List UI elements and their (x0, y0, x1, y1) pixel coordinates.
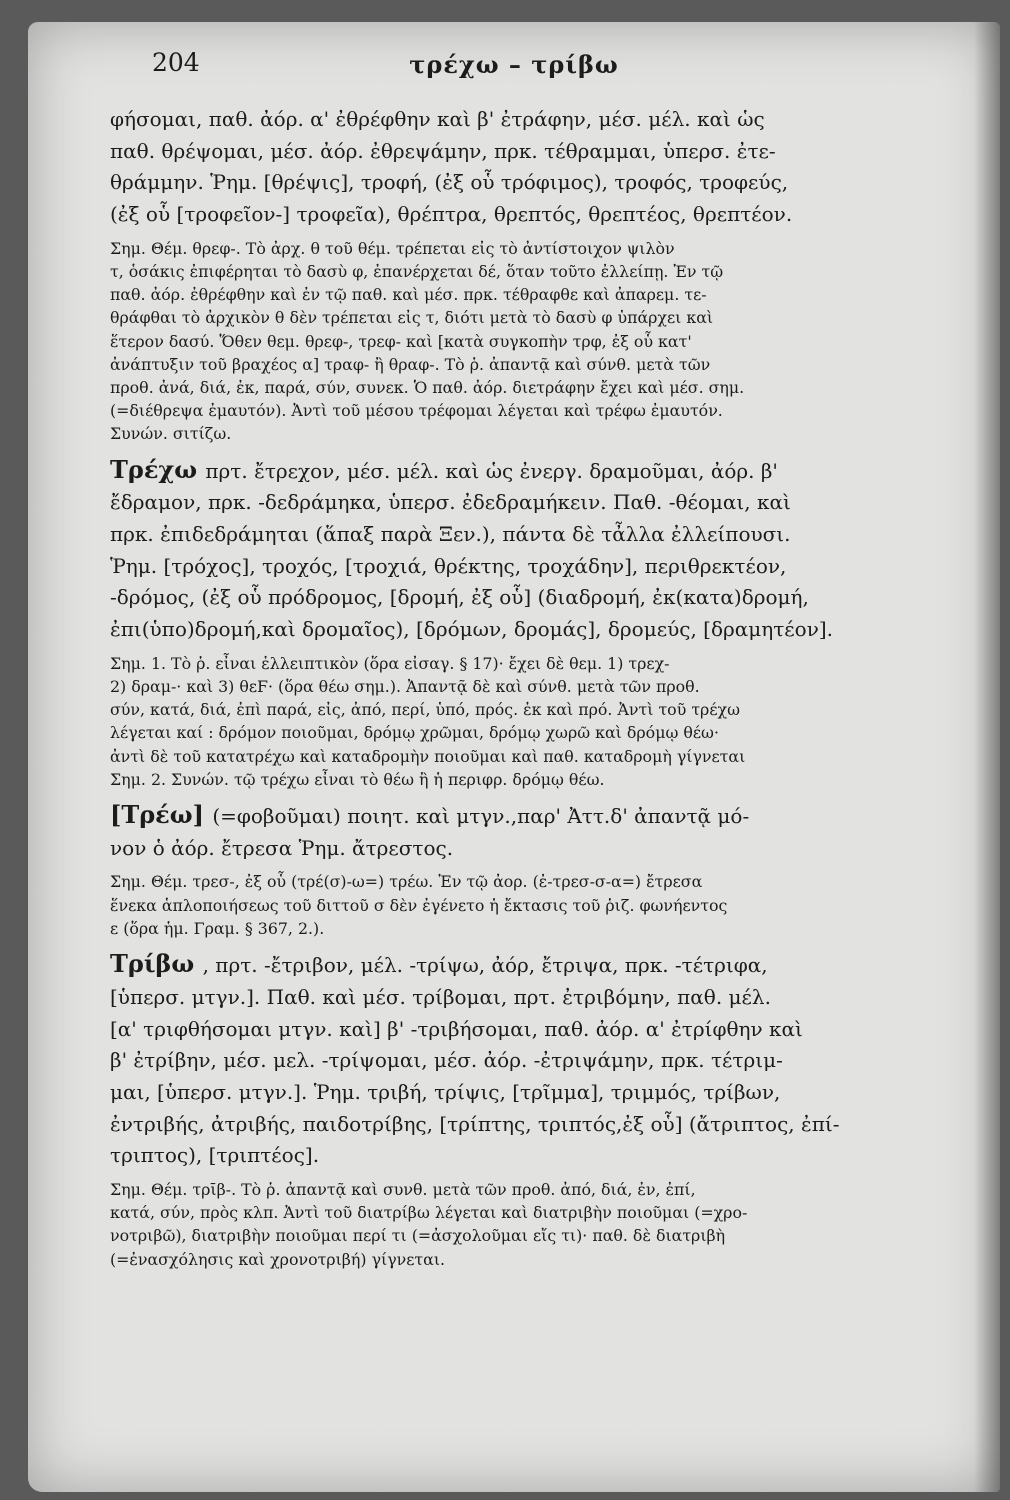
entry-text: (ἐξ οὗ [τροφεῖον-] τροφεῖα), θρέπτρα, θρεπτός, θρεπτέος, θρεπτέον. (110, 202, 793, 227)
entry-line (110, 167, 946, 199)
entry-text: παθ. θρέψομαι, μέσ. ἀόρ. ἐθρεψάμην, πρκ. τέθραμμαι, ὑπερσ. ἐτε- (110, 138, 776, 163)
entry-line (110, 1014, 946, 1046)
entry-text: φήσομαι, παθ. ἀόρ. α' ἐθρέφθην καὶ β' ἐτράφην, μέσ. μέλ. καὶ ὡς (110, 107, 765, 131)
note-line: ἀντὶ δὲ τοῦ κατατρέχω καὶ καταδρομὴν ποιοῦμαι καὶ παθ. καταδρομὴ γίγνεται (110, 746, 746, 766)
note-line: ἕτερον δασύ. Ὅθεν θεμ. θρεφ-, τρεφ- καὶ [κατὰ συγκοπὴν τρφ, ἐξ οὗ κατ' (110, 331, 692, 351)
entry-line (110, 519, 946, 551)
page-number: 204 (152, 48, 200, 77)
entry-line (110, 1045, 946, 1077)
entry-line (110, 199, 946, 231)
entry-line (110, 136, 946, 168)
entry-lemma: Τρέχω (110, 454, 206, 484)
entry-text: [ὑπερσ. μτγν.]. Παθ. καὶ μέσ. τρίβομαι, πρτ. ἐτριβόμην, παθ. μέλ. (110, 984, 771, 1009)
entry-line (110, 551, 946, 583)
note-line: ε (ὅρα ἡμ. Γραμ. § 367, 2.). (110, 918, 325, 938)
note-line: προθ. ἀνά, διά, ἐκ, παρά, σύν, συνεκ. Ὁ παθ. ἀόρ. διετράφην ἔχει καὶ μέσ. σημ. (110, 378, 745, 398)
note-line: ἀνάπτυξιν τοῦ βραχέος α] τραφ- ἢ θραφ-. Τὸ ῥ. ἀπαντᾷ καὶ σύνθ. μετὰ τῶν (110, 354, 711, 374)
entry-gap (110, 446, 946, 454)
entry-text: τριπτος), [τριπτέος]. (110, 1143, 320, 1168)
note-line: Σημ. 1. Τὸ ῥ. εἶναι ἐλλειπτικὸν (ὅρα εἰσαγ. § 17)· ἔχει δὲ θεμ. 1) τρεχ- (110, 653, 670, 673)
entry-text: ἐντριβής, ἀτριβής, παιδοτρίβης, [τρίπτης, τριπτός,ἐξ οὗ] (ἄτριπτος, ἐπί- (110, 1111, 840, 1136)
note-line: νοτριβῶ), διατριβὴν ποιοῦμαι περί τι (=ἀσχολοῦμαι εἴς τι)· παθ. δὲ διατριβὴ (110, 1226, 726, 1246)
entry-text: νον ὁ ἀόρ. ἔτρεσα Ῥημ. ἄτρεστος. (110, 835, 454, 860)
entry-line (110, 982, 946, 1014)
note-line: Σημ. 2. Συνών. τῷ τρέχω εἶναι τὸ θέω ἢ ἡ περιφρ. δρόμῳ θέω. (110, 769, 605, 789)
entry-lemma: Τρίβω (110, 949, 203, 979)
book-page (28, 22, 1000, 1492)
entry-text: πρκ. ἐπιδεδράμηται (ἅπαξ παρὰ Ξεν.), πάντα δὲ τἆλλα ἐλλείπουσι. (110, 522, 791, 547)
note-line: (=ἐνασχόλησις καὶ χρονοτριβή) γίγνεται. (110, 1249, 446, 1269)
note-line: Σημ. Θέμ. τρῑβ-. Τὸ ῥ. ἀπαντᾷ καὶ συνθ. μετὰ τῶν προθ. ἀπό, διά, ἐν, ἐπί, (110, 1180, 696, 1200)
entry-line (110, 614, 946, 646)
entry-line (110, 1109, 946, 1141)
entry-text: θράμμην. Ῥημ. [θρέψις], τροφή, (ἐξ οὗ τρόφιμος), τροφός, τροφεύς, (110, 170, 789, 195)
note-line: Συνών. σιτίζω. (110, 424, 232, 444)
entry-text: , πρτ. -ἔτριβον, μέλ. -τρίψω, ἀόρ, ἔτριψα, πρκ. -τέτριφα, (202, 953, 768, 978)
dictionary-text (110, 104, 946, 1271)
entry-lemma: [Τρέω] (110, 800, 213, 830)
note-line: παθ. ἀόρ. ἐθρέφθην καὶ ἐν τῷ παθ. καὶ μέσ. πρκ. τέθραφθε καὶ ἀπαρεμ. τε- (110, 285, 707, 305)
entry-trefo-cont (110, 104, 946, 446)
note-line: τ, ὁσάκις ἐπιφέρηται τὸ δασὺ φ, ἐπανέρχεται δέ, ὅταν τοῦτο ἐλλείπῃ. Ἐν τῷ (110, 262, 724, 282)
entry-text: -δρόμος, (ἐξ οὗ πρόδρομος, [δρομή, ἐξ οὗ] (διαδρομή, ἐκ(κατα)δρομή, (110, 585, 809, 610)
entry-text: [α' τριφθήσομαι μτγν. καὶ] β' -τριβήσομαι, παθ. ἀόρ. α' ἐτρίφθην καὶ (110, 1016, 803, 1041)
note-line: 2) δραμ-· καὶ 3) θεϜ· (ὅρα θέω σημ.). Ἀπαντᾷ δὲ καὶ σύνθ. μετὰ τῶν προθ. (110, 677, 700, 697)
entry-line (110, 833, 946, 865)
entry-line (110, 104, 946, 136)
entry-gap (110, 791, 946, 799)
page-gutter-shadow (974, 22, 1000, 1492)
entry-line (110, 948, 946, 982)
entry-text: πρτ. ἔτρεχον, μέσ. μέλ. καὶ ὡς ἐνεργ. δραμοῦμαι, ἀόρ. β' (205, 458, 778, 483)
note-line: λέγεται καί : δρόμον ποιοῦμαι, δρόμῳ χρῶμαι, δρόμῳ χωρῶ καὶ δρόμῳ θέω· (110, 723, 719, 743)
note-line: ἕνεκα ἁπλοποιήσεως τοῦ διττοῦ σ δὲν ἐγένετο ἡ ἔκτασις τοῦ ῥιζ. φωνήεντος (110, 895, 728, 915)
entry-trivo (110, 948, 946, 1271)
note-line: σύν, κατά, διά, ἐπὶ παρά, εἰς, ἀπό, περί, ὑπό, πρός. ἐκ καὶ πρό. Ἀντὶ τοῦ τρέχω (110, 700, 740, 720)
entry-trecho (110, 454, 946, 791)
entry-text: μαι, [ὑπερσ. μτγν.]. Ῥημ. τριβή, τρίψις, [τρῖμμα], τριμμός, τρίβων, (110, 1079, 781, 1104)
entry-gap (110, 940, 946, 948)
entry-line (110, 454, 946, 488)
entry-line (110, 487, 946, 519)
note-line: (=διέθρεψα ἐμαυτόν). Ἀντὶ τοῦ μέσου τρέφομαι λέγεται καὶ τρέφω ἐμαυτόν. (110, 401, 723, 421)
entry-line (110, 582, 946, 614)
entry-text: ἐπι(ὑπο)δρομή,καὶ δρομαῖος), [δρόμων, δρομάς], δρομεύς, [δραμητέον]. (110, 617, 834, 642)
entry-treo (110, 799, 946, 940)
note-line: Σημ. Θέμ. θρεφ-. Τὸ ἀρχ. θ τοῦ θέμ. τρέπεται εἰς τὸ ἀντίστοιχον ψιλὸν (110, 238, 675, 258)
note-line: Σημ. Θέμ. τρεσ-, ἐξ οὗ (τρέ(σ)-ω=) τρέω. Ἐν τῷ ἀορ. (ἐ-τρεσ-σ-α=) ἔτρεσα (110, 872, 703, 892)
running-head: τρέχω – τρίβω (409, 50, 619, 79)
entry-text: ἔδραμον, πρκ. -δεδράμηκα, ὑπερσ. ἐδεδραμήκειν. Παθ. -θέομαι, καὶ (110, 490, 791, 515)
entry-line (110, 1140, 946, 1172)
entry-text: Ῥημ. [τρόχος], τροχός, [τροχιά, θρέκτης, τροχάδην], περιθρεκτέον, (110, 553, 787, 578)
entry-text: (=φοβοῦμαι) ποιητ. καὶ μτγν.,παρ' Ἀττ.δ' ἀπαντᾷ μό- (212, 804, 750, 829)
entry-line (110, 799, 946, 833)
page-header (28, 48, 1000, 88)
note-line: κατά, σύν, πρὸς κλπ. Ἀντὶ τοῦ διατρίβω λέγεται καὶ διατριβὴν ποιοῦμαι (=χρο- (110, 1203, 748, 1223)
entry-text: β' ἐτρίβην, μέσ. μελ. -τρίψομαι, μέσ. ἀόρ. -ἐτριψάμην, πρκ. τέτριμ- (110, 1048, 783, 1073)
entry-line (110, 1077, 946, 1109)
note-line: θράφθαι τὸ ἀρχικὸν θ δὲν τρέπεται εἰς τ, διότι μετὰ τὸ δασὺ φ ὑπάρχει καὶ (110, 308, 714, 328)
